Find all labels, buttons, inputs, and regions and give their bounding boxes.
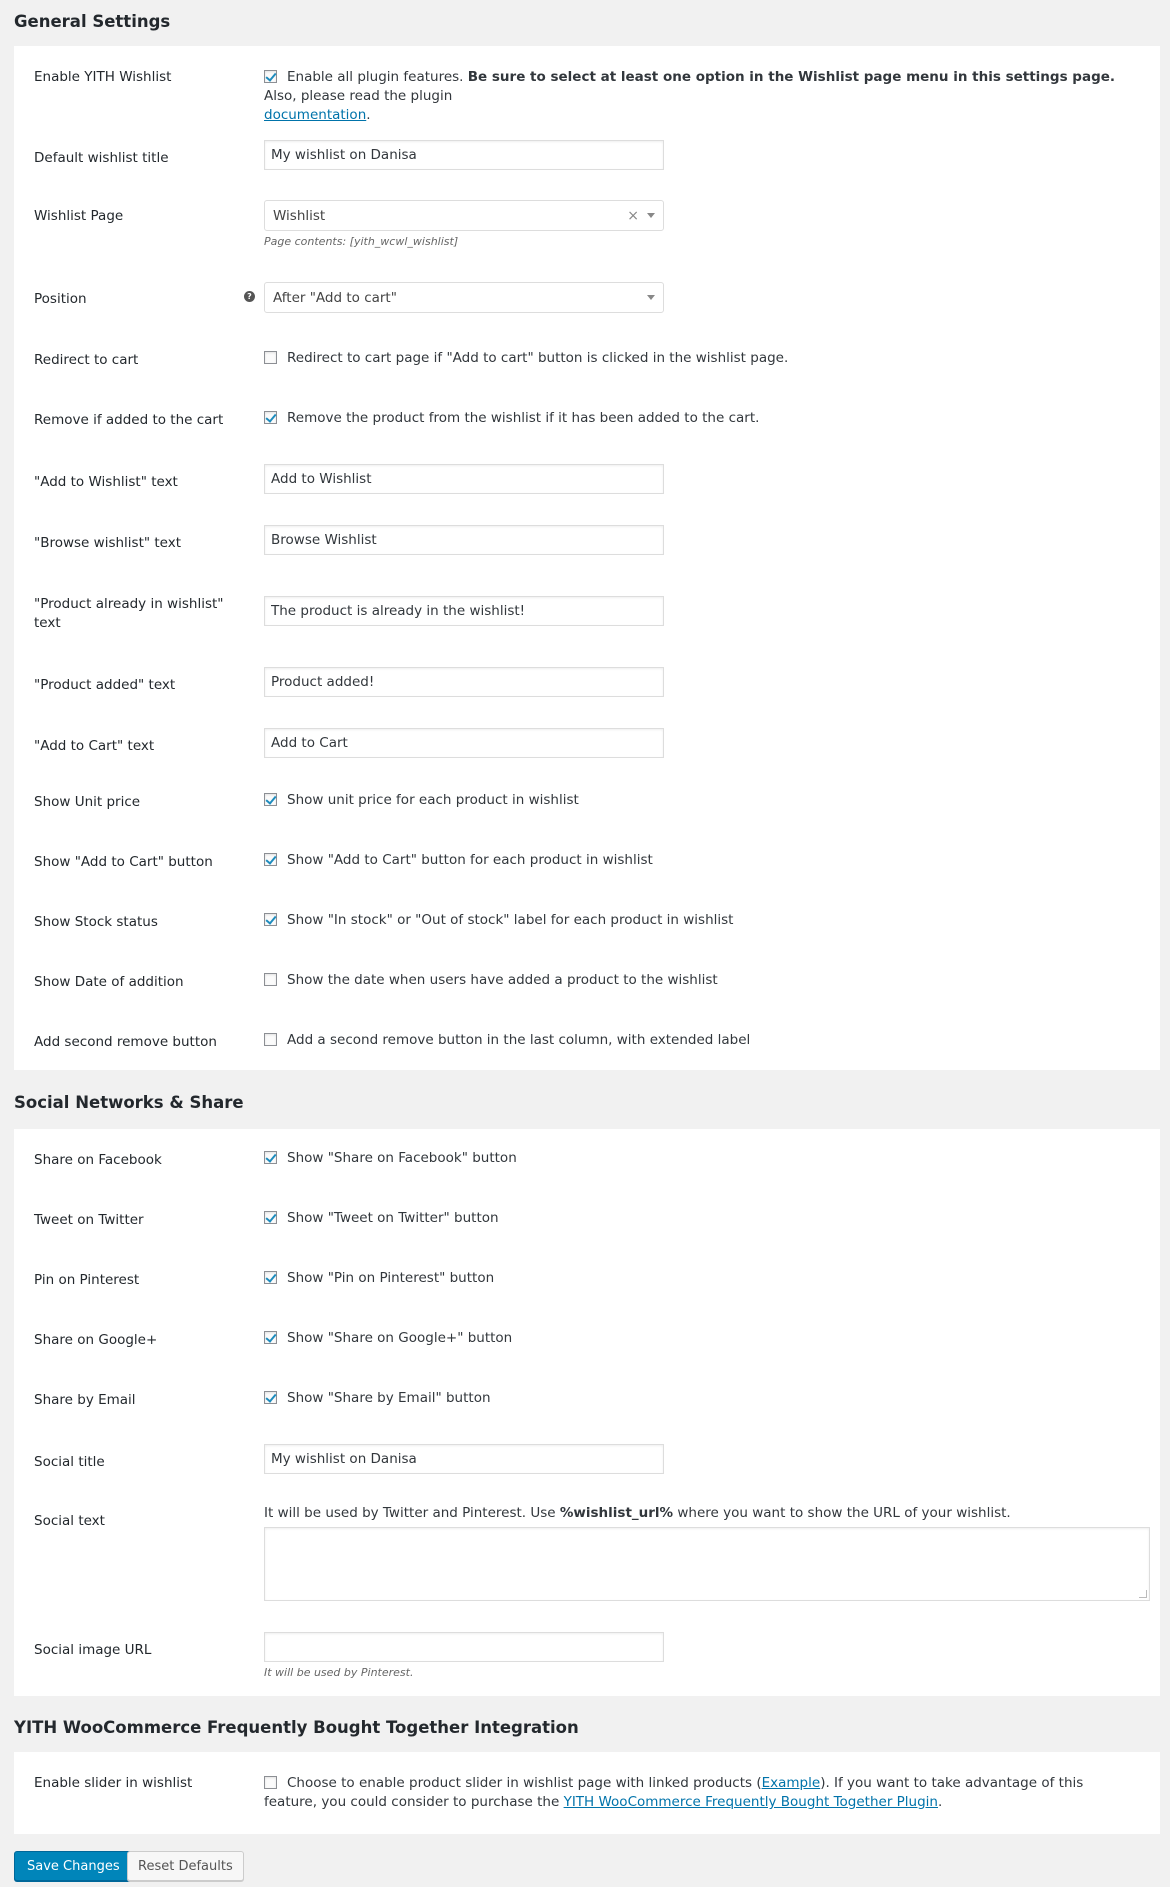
slider-text-b: ). If you want to take advantage of this feature, you could consider to purchase the <box>264 1775 1084 1810</box>
unit-price-text: Show unit price for each product in wishlist <box>287 792 579 808</box>
google-label: Share on Google+ <box>34 1332 158 1348</box>
facebook-text: Show "Share on Facebook" button <box>287 1150 517 1166</box>
enable-text-a: Enable all plugin features. <box>287 69 464 85</box>
image-url-input[interactable] <box>264 1632 664 1662</box>
enable-text-b: Be sure to select at least one option in the Wishlist page menu in this settings page. <box>467 69 1116 85</box>
second-remove-text: Add a second remove button in the last column, with extended label <box>287 1032 751 1048</box>
remove-added-label: Remove if added to the cart <box>34 412 224 428</box>
fbt-panel <box>14 1752 1160 1834</box>
pinterest-label: Pin on Pinterest <box>34 1272 140 1288</box>
fbt-plugin-link[interactable]: YITH WooCommerce Frequently Bought Together Plugin <box>563 1794 938 1810</box>
show-cart-btn-text: Show "Add to Cart" button for each product in wishlist <box>287 852 653 868</box>
position-select[interactable] <box>264 282 664 313</box>
example-link[interactable]: Example <box>761 1775 821 1791</box>
facebook-checkbox[interactable] <box>264 1151 277 1164</box>
pinterest-checkbox[interactable] <box>264 1271 277 1284</box>
twitter-checkbox[interactable] <box>264 1211 277 1224</box>
social-heading: Social Networks & Share <box>14 1093 244 1112</box>
enable-text-d: . <box>366 107 371 123</box>
add-text-label: "Add to Wishlist" text <box>34 474 178 490</box>
second-remove-checkbox[interactable] <box>264 1033 277 1046</box>
social-text-desc-b: %wishlist_url% <box>559 1505 674 1521</box>
redirect-text: Redirect to cart page if "Add to cart" button is clicked in the wishlist page. <box>287 350 789 366</box>
browse-text-label: "Browse wishlist" text <box>34 535 182 551</box>
resize-grip-icon[interactable] <box>1139 1590 1147 1598</box>
facebook-label: Share on Facebook <box>34 1152 162 1168</box>
pinterest-text: Show "Pin on Pinterest" button <box>287 1270 495 1286</box>
social-panel <box>14 1129 1160 1696</box>
date-label: Show Date of addition <box>34 974 184 990</box>
social-title-input[interactable] <box>264 1444 664 1474</box>
save-changes-button[interactable]: Save Changes <box>14 1851 133 1881</box>
google-text: Show "Share on Google+" button <box>287 1330 513 1346</box>
slider-text-c: . <box>938 1794 943 1810</box>
social-title-label: Social title <box>34 1454 105 1470</box>
email-checkbox[interactable] <box>264 1391 277 1404</box>
show-cart-btn-checkbox[interactable] <box>264 853 277 866</box>
redirect-label: Redirect to cart <box>34 352 139 368</box>
general-settings-panel <box>14 46 1160 1070</box>
enable-wishlist-label: Enable YITH Wishlist <box>34 69 172 85</box>
chevron-down-icon <box>647 213 655 218</box>
cart-text-input[interactable] <box>264 728 664 758</box>
remove-added-checkbox[interactable] <box>264 411 277 424</box>
default-title-label: Default wishlist title <box>34 150 169 166</box>
social-text-label: Social text <box>34 1513 105 1529</box>
date-checkbox[interactable] <box>264 973 277 986</box>
email-text: Show "Share by Email" button <box>287 1390 491 1406</box>
help-icon[interactable]: ? <box>244 291 255 302</box>
wishlist-page-desc: Page contents: [yith_wcwl_wishlist] <box>264 235 459 248</box>
stock-text: Show "In stock" or "Out of stock" label for each product in wishlist <box>287 912 734 928</box>
position-label: Position <box>34 291 87 307</box>
image-url-desc: It will be used by Pinterest. <box>264 1666 414 1679</box>
social-text-desc-a: It will be used by Twitter and Pinterest. Use <box>264 1505 556 1521</box>
clear-icon[interactable]: × <box>627 208 639 224</box>
twitter-text: Show "Tweet on Twitter" button <box>287 1210 499 1226</box>
default-title-input[interactable] <box>264 140 664 170</box>
slider-checkbox[interactable] <box>264 1776 277 1789</box>
browse-text-input[interactable] <box>264 525 664 555</box>
social-text-desc-c: where you want to show the URL of your wishlist. <box>677 1505 1011 1521</box>
image-url-label: Social image URL <box>34 1642 152 1658</box>
add-text-input[interactable] <box>264 464 664 494</box>
unit-price-checkbox[interactable] <box>264 793 277 806</box>
redirect-checkbox[interactable] <box>264 351 277 364</box>
stock-checkbox[interactable] <box>264 913 277 926</box>
remove-added-text: Remove the product from the wishlist if it has been added to the cart. <box>287 410 760 426</box>
position-value: After "Add to cart" <box>273 290 397 306</box>
unit-price-label: Show Unit price <box>34 794 141 810</box>
wishlist-page-select[interactable] <box>264 200 664 231</box>
slider-text-a: Choose to enable product slider in wishlist page with linked products ( <box>287 1775 762 1791</box>
added-text-label: "Product added" text <box>34 677 176 693</box>
enable-text-c: Also, please read the plugin <box>264 88 453 104</box>
show-cart-btn-label: Show "Add to Cart" button <box>34 854 213 870</box>
documentation-link[interactable]: documentation <box>264 107 367 123</box>
added-text-input[interactable] <box>264 667 664 697</box>
wishlist-page-label: Wishlist Page <box>34 208 124 224</box>
cart-text-label: "Add to Cart" text <box>34 738 155 754</box>
reset-defaults-button[interactable]: Reset Defaults <box>127 1851 244 1881</box>
second-remove-label: Add second remove button <box>34 1034 217 1050</box>
already-text-label: "Product already in wishlist" text <box>34 596 224 631</box>
social-text-textarea[interactable] <box>264 1527 1150 1601</box>
fbt-heading: YITH WooCommerce Frequently Bought Together Integration <box>14 1718 579 1737</box>
google-checkbox[interactable] <box>264 1331 277 1344</box>
email-label: Share by Email <box>34 1392 136 1408</box>
slider-label: Enable slider in wishlist <box>34 1775 193 1791</box>
twitter-label: Tweet on Twitter <box>34 1212 144 1228</box>
date-text: Show the date when users have added a product to the wishlist <box>287 972 718 988</box>
wishlist-page-value: Wishlist <box>273 208 326 224</box>
general-settings-heading: General Settings <box>14 12 171 31</box>
already-text-input[interactable] <box>264 596 664 626</box>
stock-label: Show Stock status <box>34 914 158 930</box>
chevron-down-icon <box>647 295 655 300</box>
enable-wishlist-checkbox[interactable] <box>264 70 277 83</box>
